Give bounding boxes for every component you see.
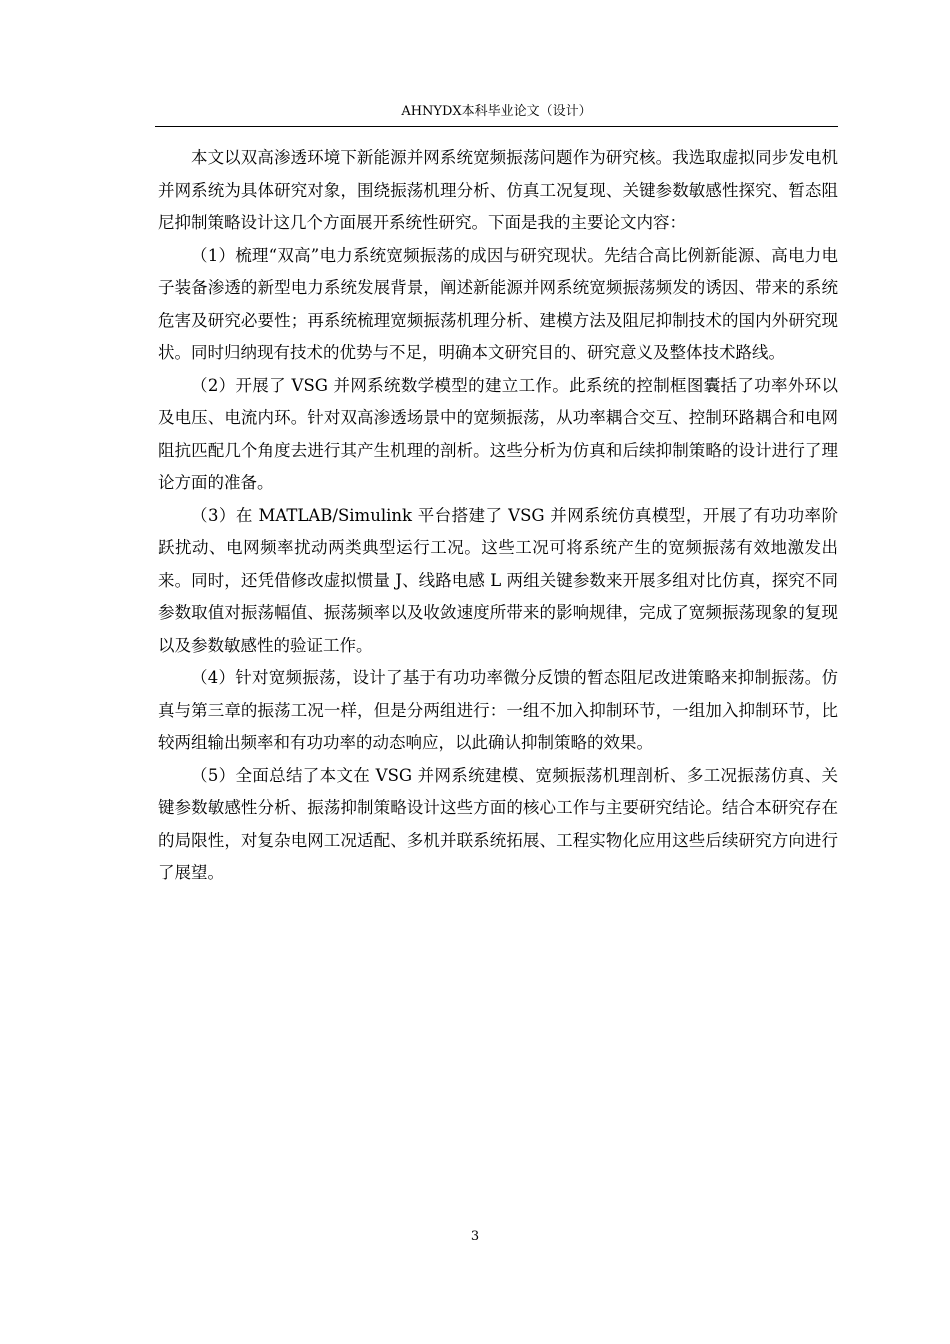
running-header: AHNYDX本科毕业论文（设计） (155, 100, 838, 127)
body-text (158, 142, 838, 890)
content-item-4: （4）针对宽频振荡，设计了基于有功功率微分反馈的暂态阻尼改进策略来抑制振荡。仿真与第三章的振荡工况一样，但是分两组进行：一组不加入抑制环节，一组加入抑制环节，比较两组输出频率和有功功率的动态响应，以此确认抑制策略的效果。 (158, 668, 838, 752)
content-item-5: （5）全面总结了本文在 VSG 并网系统建模、宽频振荡机理剖析、多工况振荡仿真、关键参数敏感性分析、振荡抑制策略设计这些方面的核心工作与主要研究结论。结合本研究存在的局限性，对复杂电网工况适配、多机并联系统拓展、工程实物化应用这些后续研究方向进行了展望。 (158, 765, 838, 882)
page-number: 3 (470, 1229, 480, 1244)
content-item-2: （2）开展了 VSG 并网系统数学模型的建立工作。此系统的控制框图囊括了功率外环以及电压、电流内环。针对双高渗透场景中的宽频振荡，从功率耦合交互、控制环路耦合和电网阻抗匹配几个角度去进行其产生机理的剖析。这些分析为仿真和后续抑制策略的设计进行了理论方面的准备。 (158, 375, 838, 492)
intro-paragraph: 本文以双高渗透环境下新能源并网系统宽频振荡问题作为研究核。我选取虚拟同步发电机并网系统为具体研究对象，围绕振荡机理分析、仿真工况复现、关键参数敏感性探究、暂态阻尼抑制策略设计这几个方面展开系统性研究。下面是我的主要论文内容： (158, 148, 838, 232)
content-item-3: （3）在 MATLAB/Simulink 平台搭建了 VSG 并网系统仿真模型，开展了有功功率阶跃扰动、电网频率扰动两类典型运行工况。这些工况可将系统产生的宽频振荡有效地激发出来。同时，还凭借修改虚拟惯量 J、线路电感 L 两组关键参数来开展多组对比仿真，探究不同参数取值对振荡幅值、振荡频率以及收敛速度所带来的影响规律，完成了宽频振荡现象的复现以及参数敏感性的验证工作。 (158, 505, 838, 655)
content-item-1: （1）梳理“双高”电力系统宽频振荡的成因与研究现状。先结合高比例新能源、高电力电子装备渗透的新型电力系统发展背景，阐述新能源并网系统宽频振荡频发的诱因、带来的系统危害及研究必要性；再系统梳理宽频振荡机理分析、建模方法及阻尼抑制技术的国内外研究现状。同时归纳现有技术的优势与不足，明确本文研究目的、研究意义及整体技术路线。 (158, 245, 838, 362)
